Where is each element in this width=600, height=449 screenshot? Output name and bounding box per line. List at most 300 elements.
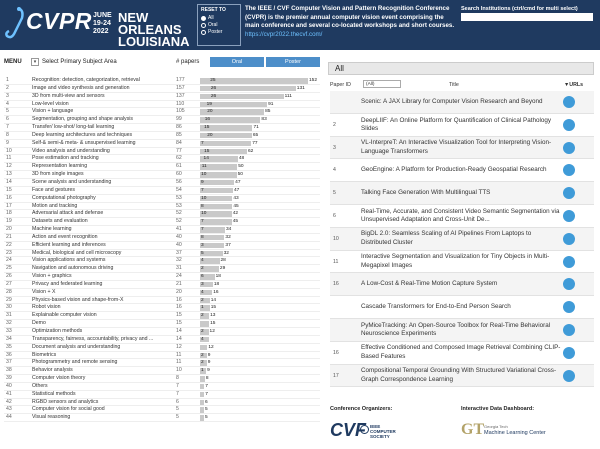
poster-count: 71 bbox=[253, 125, 259, 131]
paper-bar[interactable] bbox=[200, 227, 310, 233]
paper-bar[interactable] bbox=[200, 204, 310, 210]
url-link-icon[interactable] bbox=[563, 96, 575, 108]
paper-title[interactable]: Compositional Temporal Grounding With Structured Variational Cross-Graph Correspondence Learning bbox=[361, 367, 557, 384]
paper-count: 21 bbox=[176, 280, 182, 287]
paper-count: 32 bbox=[176, 257, 182, 264]
row-number: 26 bbox=[6, 273, 12, 280]
row-number: 20 bbox=[6, 226, 12, 233]
paper-count: 11 bbox=[176, 351, 182, 358]
subject-area-name[interactable]: Privacy and federated learning bbox=[32, 280, 103, 287]
paper-bar[interactable] bbox=[200, 188, 310, 194]
paper-bar[interactable] bbox=[200, 164, 310, 170]
subject-area-row[interactable] bbox=[4, 77, 320, 85]
subject-area-row[interactable] bbox=[4, 171, 320, 179]
paper-bar[interactable] bbox=[200, 180, 310, 186]
subject-area-row[interactable] bbox=[4, 265, 320, 273]
subject-area-name[interactable]: Transparency, fairness, accountability, privacy and ... bbox=[32, 335, 154, 342]
paper-id: 6 bbox=[333, 212, 336, 219]
ml-center-logo: Georgia Tech Machine Learning Center bbox=[484, 424, 546, 436]
paper-title[interactable]: BigDL 2.0: Seamless Scaling of AI Pipelines From Laptops to Distributed Cluster bbox=[361, 230, 532, 247]
url-link-icon[interactable] bbox=[563, 256, 575, 268]
paper-bar[interactable] bbox=[200, 109, 310, 115]
oral-count: 7 bbox=[201, 140, 204, 146]
poster-count: 83 bbox=[261, 117, 267, 123]
subject-area-name[interactable]: Image and video synthesis and generation bbox=[32, 84, 130, 91]
oral-count: 14 bbox=[203, 156, 209, 162]
poster-count: 77 bbox=[252, 140, 258, 146]
subject-area-name[interactable]: Optimization methods bbox=[32, 328, 83, 334]
paper-count: 62 bbox=[176, 155, 182, 162]
row-number: 40 bbox=[6, 382, 12, 389]
logo-text: CVPR bbox=[26, 8, 92, 34]
subject-area-name[interactable]: Explainable computer vision bbox=[32, 312, 97, 319]
paper-count: 5 bbox=[176, 414, 179, 421]
row-number: 8 bbox=[6, 131, 9, 138]
radio-icon[interactable] bbox=[201, 23, 206, 28]
menu-label: MENU bbox=[4, 59, 22, 65]
poster-count: 18 bbox=[213, 281, 220, 287]
paper-bar[interactable] bbox=[200, 407, 310, 413]
paper-title[interactable]: GeoEngine: A Platform for Production-Ready Geospatial Research bbox=[361, 166, 547, 174]
subject-area-name[interactable]: Datasets and evaluation bbox=[32, 218, 88, 225]
menu-dropdown-icon[interactable]: ▾ bbox=[31, 58, 39, 66]
paper-bar-fill bbox=[200, 384, 204, 390]
subject-area-row[interactable] bbox=[4, 257, 320, 265]
oral-count: 10 bbox=[201, 195, 207, 201]
row-number: 17 bbox=[6, 202, 12, 209]
paper-bar[interactable] bbox=[200, 376, 310, 382]
paper-bar[interactable] bbox=[200, 125, 310, 131]
subject-area-row[interactable] bbox=[4, 391, 320, 399]
subject-area-name[interactable]: Efficient learning and inferences bbox=[32, 241, 106, 248]
paper-table-header bbox=[330, 80, 594, 90]
paper-bar[interactable] bbox=[200, 102, 310, 108]
subject-area-row[interactable] bbox=[4, 289, 320, 297]
subject-area-row[interactable] bbox=[4, 242, 320, 250]
poster-count: 34 bbox=[226, 227, 232, 233]
subject-area-name[interactable]: Computer vision theory bbox=[32, 375, 86, 382]
paper-count: 177 bbox=[176, 77, 185, 83]
paper-title[interactable]: Effective Conditioned and Composed Image Retrieval Combining CLIP-Based Features bbox=[361, 344, 561, 361]
url-link-icon[interactable] bbox=[563, 119, 575, 131]
subject-area-name[interactable]: Self-& semi-& meta- & unsupervised learning bbox=[32, 139, 136, 146]
subject-area-name[interactable]: Statistical methods bbox=[32, 390, 76, 397]
poster-count: 9 bbox=[207, 352, 211, 358]
paper-row[interactable] bbox=[330, 273, 594, 296]
url-link-icon[interactable] bbox=[563, 210, 575, 222]
paper-row[interactable] bbox=[330, 365, 594, 388]
subject-area-name[interactable]: Biometrics bbox=[32, 351, 57, 358]
paper-bar[interactable] bbox=[200, 313, 310, 319]
paper-bar[interactable] bbox=[200, 94, 310, 100]
paper-bar[interactable] bbox=[200, 86, 310, 92]
paper-bar[interactable] bbox=[200, 258, 310, 264]
url-link-icon[interactable] bbox=[563, 187, 575, 199]
paper-bar-fill bbox=[200, 78, 308, 84]
subject-area-name[interactable]: Video analysis and understanding bbox=[32, 147, 110, 154]
paper-bar[interactable] bbox=[200, 353, 310, 359]
row-number: 39 bbox=[6, 375, 12, 382]
subject-area-row[interactable] bbox=[4, 203, 320, 211]
oral-count: 9 bbox=[201, 179, 204, 185]
subject-area-name[interactable]: Computer vision for social good bbox=[32, 406, 105, 413]
subject-area-name[interactable]: Machine learning bbox=[32, 226, 72, 233]
poster-count: 14 bbox=[210, 297, 217, 303]
oral-count: 8 bbox=[201, 234, 204, 240]
row-number: 3 bbox=[6, 92, 9, 99]
subject-area-row[interactable] bbox=[4, 406, 320, 414]
subject-area-name[interactable]: Deep learning architectures and techniques bbox=[32, 131, 133, 138]
row-number: 11 bbox=[6, 155, 12, 162]
subject-area-row[interactable] bbox=[4, 179, 320, 187]
paper-bar[interactable] bbox=[200, 235, 310, 241]
poster-count: 15 bbox=[210, 305, 217, 311]
paper-id: 3 bbox=[333, 144, 336, 151]
paper-count: 54 bbox=[176, 186, 182, 193]
subject-area-row[interactable] bbox=[4, 85, 320, 93]
conference-link[interactable]: https://cvpr2022.thecvf.com/ bbox=[245, 30, 323, 38]
subject-area-name[interactable]: Segmentation, grouping and shape analysis bbox=[32, 116, 133, 123]
saxophone-icon bbox=[4, 6, 28, 42]
paper-bar[interactable] bbox=[200, 243, 310, 249]
paper-id: 2 bbox=[333, 121, 336, 128]
paper-id-filter[interactable]: (All) bbox=[363, 80, 401, 88]
subject-area-row[interactable] bbox=[4, 304, 320, 312]
paper-id: 10 bbox=[333, 235, 339, 242]
paper-bar[interactable] bbox=[200, 219, 310, 225]
paper-bar[interactable] bbox=[200, 384, 310, 390]
subject-area-name[interactable]: Pose estimation and tracking bbox=[32, 155, 99, 162]
oral-count: 2 bbox=[201, 329, 204, 334]
row-number: 12 bbox=[6, 163, 12, 170]
paper-bar[interactable] bbox=[200, 251, 310, 257]
paper-row[interactable] bbox=[330, 296, 594, 319]
oral-count: 7 bbox=[201, 187, 204, 193]
poster-count: 5 bbox=[205, 407, 208, 413]
subject-area-row[interactable] bbox=[4, 297, 320, 305]
paper-title[interactable]: Real-Time, Accurate, and Consistent Video Semantic Segmentation via Unsupervised Adaptation and Cross-Unit De... bbox=[361, 207, 560, 224]
row-number: 43 bbox=[6, 406, 12, 413]
paper-bar-fill bbox=[200, 219, 232, 225]
dashboard-label: Interactive Data Dashboard: bbox=[461, 406, 535, 412]
oral-count: 10 bbox=[201, 172, 207, 178]
poster-count: 13 bbox=[210, 313, 216, 319]
poster-count: 48 bbox=[238, 156, 245, 162]
reset-option-poster[interactable]: Poster bbox=[201, 29, 237, 36]
subject-area-row[interactable] bbox=[4, 336, 320, 344]
paper-bar[interactable] bbox=[200, 149, 310, 155]
subject-area-name[interactable]: Scene analysis and understanding bbox=[32, 178, 112, 185]
subject-area-row[interactable] bbox=[4, 250, 320, 258]
poster-count: 16 bbox=[213, 289, 219, 295]
subject-area-name[interactable]: Adversarial attack and defense bbox=[32, 210, 104, 217]
subject-area-name[interactable]: Vision + X bbox=[32, 288, 56, 295]
subject-area-name[interactable]: 3D from multi-view and sensors bbox=[32, 92, 105, 99]
subject-area-row[interactable] bbox=[4, 195, 320, 203]
paper-bar-fill bbox=[200, 400, 204, 406]
row-number: 13 bbox=[6, 171, 12, 178]
poster-count: 43 bbox=[233, 195, 239, 201]
poster-count: 9 bbox=[207, 368, 210, 374]
logo-city: NEW ORLEANS LOUISIANA bbox=[118, 10, 190, 49]
subject-area-row[interactable] bbox=[4, 116, 320, 124]
paper-row[interactable] bbox=[330, 159, 594, 182]
subject-area-name[interactable]: Navigation and autonomous driving bbox=[32, 265, 114, 272]
subject-area-row[interactable] bbox=[4, 124, 320, 132]
paper-row[interactable] bbox=[330, 114, 594, 137]
paper-bar-fill bbox=[200, 392, 204, 398]
subject-area-row[interactable] bbox=[4, 226, 320, 234]
oral-count: 4 bbox=[201, 336, 204, 342]
subject-area-name[interactable]: 3D from single images bbox=[32, 171, 84, 178]
paper-row[interactable] bbox=[330, 205, 594, 228]
paper-bar[interactable] bbox=[200, 392, 310, 398]
subject-area-name[interactable]: Medical, biological and cell microscopy bbox=[32, 249, 122, 256]
cvf-logo: CVF bbox=[330, 420, 366, 440]
subject-area-row[interactable] bbox=[4, 367, 320, 375]
paper-row[interactable] bbox=[330, 251, 594, 274]
subject-area-row[interactable] bbox=[4, 352, 320, 360]
subject-area-name[interactable]: Transfer/ low-shot/ long-tail learning bbox=[32, 124, 115, 131]
ieee-icon bbox=[360, 425, 369, 434]
subject-area-row[interactable] bbox=[4, 399, 320, 407]
subject-area-row[interactable] bbox=[4, 140, 320, 148]
row-number: 18 bbox=[6, 210, 12, 217]
paper-title[interactable]: Scenic: A JAX Library for Computer Vision Research and Beyond bbox=[361, 98, 543, 106]
oral-button[interactable]: Oral bbox=[210, 57, 264, 67]
subject-area-row[interactable] bbox=[4, 155, 320, 163]
paper-bar[interactable] bbox=[200, 337, 310, 343]
url-link-icon[interactable] bbox=[563, 301, 575, 313]
url-link-icon[interactable] bbox=[563, 370, 575, 382]
subject-area-name[interactable]: Vision + language bbox=[32, 108, 74, 115]
subject-area-row[interactable] bbox=[4, 273, 320, 281]
subject-area-row[interactable] bbox=[4, 375, 320, 383]
subject-area-row[interactable] bbox=[4, 234, 320, 242]
paper-bar[interactable] bbox=[200, 274, 310, 280]
paper-bar[interactable] bbox=[200, 133, 310, 139]
subject-area-row[interactable] bbox=[4, 187, 320, 195]
paper-title[interactable]: Interactive Segmentation and Visualization for Tiny Objects in Multi-Megapixel Images bbox=[361, 253, 550, 270]
row-number: 5 bbox=[6, 108, 9, 115]
oral-count: 26 bbox=[210, 85, 217, 91]
paper-bar[interactable] bbox=[200, 172, 310, 178]
oral-count: 5 bbox=[201, 250, 204, 256]
subject-area-row[interactable] bbox=[4, 320, 320, 328]
subject-area-name[interactable]: Face and gestures bbox=[32, 186, 75, 193]
papers-count-label: # papers bbox=[176, 59, 200, 65]
row-number: 30 bbox=[6, 304, 12, 311]
oral-count: 4 bbox=[201, 289, 204, 295]
reset-option-all[interactable]: All bbox=[201, 15, 237, 22]
paper-row[interactable] bbox=[330, 319, 594, 342]
subject-area-row[interactable] bbox=[4, 101, 320, 109]
paper-id: 17 bbox=[333, 372, 339, 379]
paper-bar[interactable] bbox=[200, 78, 318, 84]
oral-count: 8 bbox=[201, 203, 204, 209]
row-number: 34 bbox=[6, 335, 12, 342]
poster-button[interactable]: Poster bbox=[266, 57, 320, 67]
poster-count: 45 bbox=[232, 219, 239, 225]
subject-area-name[interactable]: Others bbox=[32, 382, 48, 389]
paper-title[interactable]: Talking Face Generation With Multilingual TTS bbox=[361, 189, 491, 197]
url-link-icon[interactable] bbox=[563, 233, 575, 245]
paper-bar[interactable] bbox=[200, 290, 310, 296]
poster-count: 45 bbox=[233, 203, 239, 209]
paper-count: 84 bbox=[176, 139, 182, 146]
paper-count: 52 bbox=[176, 210, 182, 217]
row-number: 25 bbox=[6, 265, 12, 272]
ieee-logo: IEEE COMPUTER SOCIETY bbox=[360, 424, 400, 439]
paper-title[interactable]: PyMiceTracking: An Open-Source Toolbox for Real-Time Behavioral Neuroscience Experiments bbox=[361, 321, 551, 338]
subject-area-row[interactable] bbox=[4, 281, 320, 289]
paper-bar-fill bbox=[200, 141, 251, 147]
paper-count: 37 bbox=[176, 249, 182, 256]
poster-count: 18 bbox=[215, 274, 221, 280]
row-number: 41 bbox=[6, 390, 12, 397]
subject-area-row[interactable] bbox=[4, 383, 320, 391]
oral-count: 3 bbox=[201, 242, 204, 248]
paper-bar[interactable] bbox=[200, 298, 310, 304]
subject-area-list bbox=[4, 77, 320, 422]
paper-bar-fill bbox=[200, 407, 204, 413]
subject-area-name[interactable]: Robot vision bbox=[32, 304, 61, 311]
subject-area-name[interactable]: Motion and tracking bbox=[32, 202, 78, 209]
subject-area-row[interactable] bbox=[4, 344, 320, 352]
paper-bar[interactable] bbox=[200, 360, 310, 366]
paper-title[interactable]: VL-InterpreT: An Interactive Visualization Tool for Interpreting Vision-Language Transformers bbox=[361, 139, 552, 156]
paper-count: 14 bbox=[176, 335, 182, 342]
subject-area-name[interactable]: Vision + graphics bbox=[32, 273, 72, 280]
row-number: 42 bbox=[6, 398, 12, 405]
subject-area-name[interactable]: Photogrammetry and remote sensing bbox=[32, 359, 118, 366]
subject-area-name[interactable]: Action and event recognition bbox=[32, 233, 98, 240]
paper-id-header: Paper ID bbox=[330, 82, 351, 88]
paper-bar[interactable] bbox=[200, 211, 310, 217]
paper-bar[interactable] bbox=[200, 141, 310, 147]
title-header: Title bbox=[449, 82, 459, 88]
radio-icon[interactable] bbox=[201, 16, 206, 21]
paper-id: 4 bbox=[333, 167, 336, 174]
url-link-icon[interactable] bbox=[563, 142, 575, 154]
row-number: 36 bbox=[6, 351, 12, 358]
institution-search-input[interactable] bbox=[461, 13, 593, 21]
poster-count: 42 bbox=[232, 211, 239, 217]
subject-area-row[interactable] bbox=[4, 312, 320, 320]
subject-area-name[interactable]: Behavior analysis bbox=[32, 367, 73, 374]
row-number: 10 bbox=[6, 147, 12, 154]
paper-row[interactable] bbox=[330, 91, 594, 114]
paper-bar[interactable] bbox=[200, 266, 310, 272]
primary-subject-label: Select Primary Subject Area bbox=[42, 59, 117, 65]
paper-bar[interactable] bbox=[200, 156, 310, 162]
subject-area-row[interactable] bbox=[4, 148, 320, 156]
poster-count: 28 bbox=[220, 258, 226, 264]
paper-count: 77 bbox=[176, 147, 182, 154]
subject-area-row[interactable] bbox=[4, 328, 320, 336]
subject-area-name[interactable]: Computational photography bbox=[32, 194, 96, 201]
paper-row[interactable] bbox=[330, 228, 594, 251]
subject-area-row[interactable] bbox=[4, 93, 320, 101]
gt-logo: GT bbox=[461, 421, 485, 438]
subject-area-row[interactable] bbox=[4, 359, 320, 367]
paper-count: 20 bbox=[176, 288, 182, 295]
subject-area-row[interactable] bbox=[4, 218, 320, 226]
paper-bar-fill bbox=[200, 204, 232, 210]
subject-area-name[interactable]: Visual reasoning bbox=[32, 414, 71, 421]
subject-area-name[interactable]: Document analysis and understanding bbox=[32, 343, 121, 350]
selected-area-label: All bbox=[335, 64, 344, 73]
subject-area-name[interactable]: Vision applications and systems bbox=[32, 257, 106, 264]
paper-id: 16 bbox=[333, 281, 339, 288]
subject-area-row[interactable] bbox=[4, 414, 320, 422]
paper-row[interactable] bbox=[330, 182, 594, 205]
radio-icon[interactable] bbox=[201, 30, 206, 35]
url-link-icon[interactable] bbox=[563, 324, 575, 336]
paper-bar[interactable] bbox=[200, 400, 310, 406]
paper-bar-fill bbox=[200, 376, 205, 382]
oral-count: 2 bbox=[201, 297, 204, 303]
subject-area-name[interactable]: Demo bbox=[32, 320, 46, 327]
paper-bar[interactable] bbox=[200, 415, 310, 421]
subject-area-name[interactable]: Low-level vision bbox=[32, 100, 69, 107]
paper-bar[interactable] bbox=[200, 329, 310, 335]
paper-title[interactable]: DeepLIIF: An Online Platform for Quantification of Clinical Pathology Slides bbox=[361, 116, 552, 133]
oral-count: 6 bbox=[201, 274, 204, 280]
paper-bar[interactable] bbox=[200, 117, 310, 123]
paper-row[interactable] bbox=[330, 342, 594, 365]
paper-count: 24 bbox=[176, 273, 182, 280]
paper-bar[interactable] bbox=[200, 282, 310, 288]
subject-area-name[interactable]: Physics-based vision and shape-from-X bbox=[32, 296, 124, 303]
paper-title[interactable]: Cascade Transformers for End-to-End Person Search bbox=[361, 303, 511, 311]
row-number: 27 bbox=[6, 280, 12, 287]
search-label: Search Institutions (ctrl/cmd for multi select) bbox=[461, 6, 578, 12]
paper-count: 16 bbox=[176, 296, 182, 303]
subject-area-row[interactable] bbox=[4, 210, 320, 218]
paper-bar[interactable] bbox=[200, 345, 310, 351]
url-link-icon[interactable] bbox=[563, 278, 575, 290]
row-number: 1 bbox=[6, 77, 9, 83]
oral-count: 2 bbox=[201, 313, 204, 319]
paper-title[interactable]: A Low-Cost & Real-Time Motion Capture System bbox=[361, 280, 498, 288]
subject-area-row[interactable] bbox=[4, 163, 320, 171]
poster-count: 37 bbox=[225, 242, 231, 248]
subject-area-name[interactable]: RGBD sensors and analytics bbox=[32, 398, 99, 405]
subject-area-row[interactable] bbox=[4, 108, 320, 116]
oral-count: 1 bbox=[201, 368, 204, 374]
subject-area-name[interactable]: Recognition: detection, categorization, retrieval bbox=[32, 77, 140, 83]
subject-area-row[interactable] bbox=[4, 132, 320, 140]
urls-header[interactable]: ▼URLs bbox=[564, 82, 584, 88]
subject-area-name[interactable]: Representation learning bbox=[32, 163, 88, 170]
poster-count: 152 bbox=[309, 78, 318, 83]
reset-option-oral[interactable]: Oral bbox=[201, 22, 237, 29]
paper-bar[interactable] bbox=[200, 368, 310, 374]
paper-bar[interactable] bbox=[200, 305, 310, 311]
row-number: 29 bbox=[6, 296, 12, 303]
oral-count: 25 bbox=[210, 78, 216, 83]
paper-bar[interactable] bbox=[200, 321, 310, 327]
paper-bar[interactable] bbox=[200, 196, 310, 202]
poster-count: 47 bbox=[233, 187, 240, 193]
url-link-icon[interactable] bbox=[563, 347, 575, 359]
paper-count: 11 bbox=[176, 359, 182, 366]
paper-row[interactable] bbox=[330, 137, 594, 160]
paper-count: 105 bbox=[176, 108, 185, 115]
poster-count: 131 bbox=[296, 85, 305, 91]
url-link-icon[interactable] bbox=[563, 164, 575, 176]
